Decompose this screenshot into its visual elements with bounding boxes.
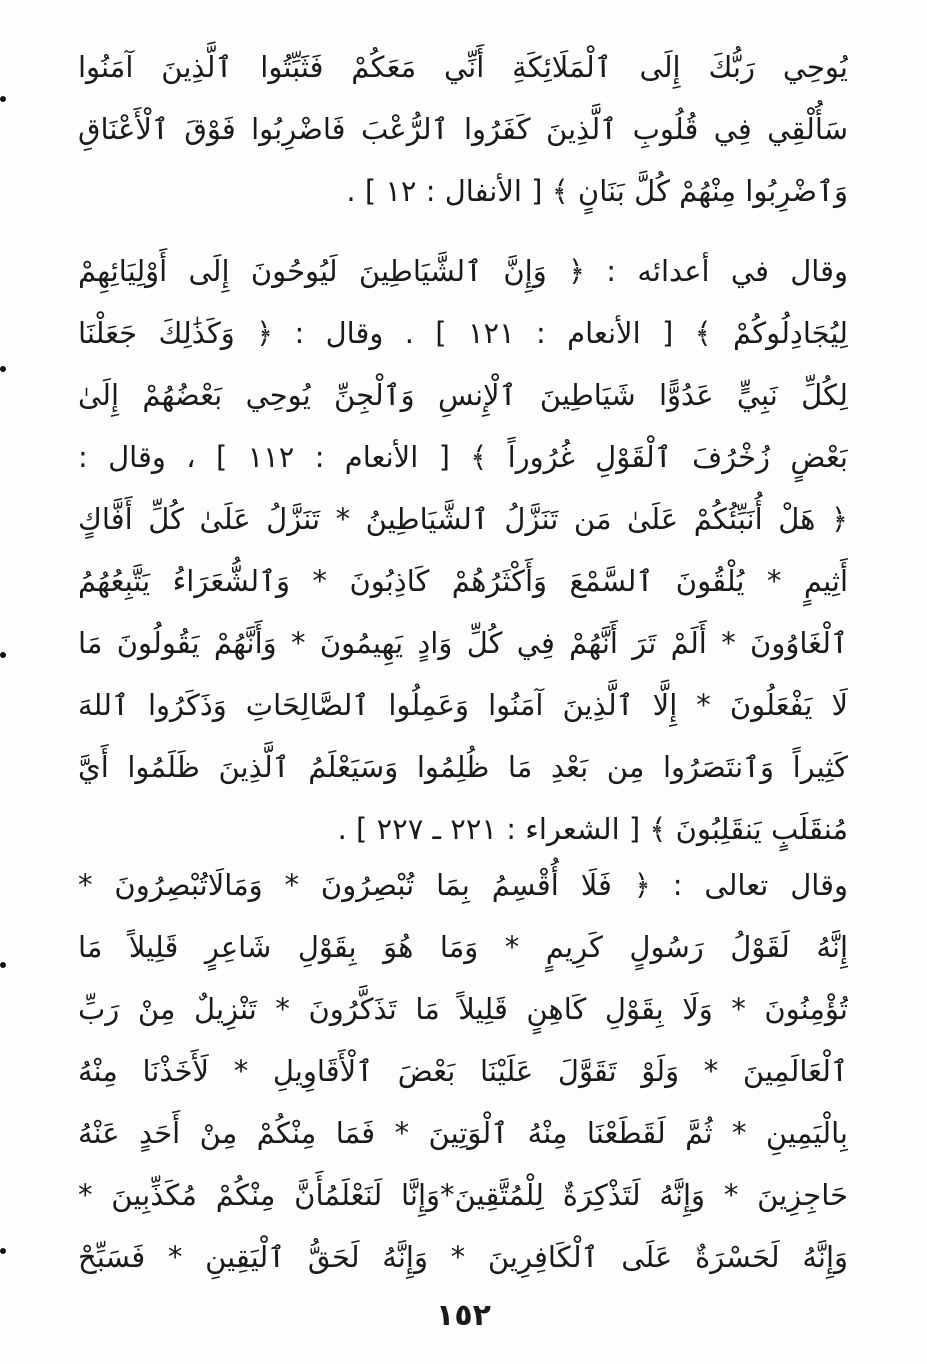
text-line: وقال تعالى : ﴿ فَلَا أُقْسِمُ بِمَا تُبْصِرُونَ * وَمَالَاتُبْصِرُونَ * (78, 868, 848, 902)
text-line: ٱلْغَاوُونَ * أَلَمْ تَرَ أَنَّهُمْ فِي كُلِّ وَادٍ يَهِيمُونَ * وَأَنَّهُمْ يَقُولُونَ مَا (78, 626, 848, 660)
text-line: وقال في أعدائه : ﴿ وَإِنَّ ٱلشَّيَاطِينَ لَيُوحُونَ إِلَى أَوْلِيَائِهِمْ (78, 254, 848, 288)
text-line: سَأُلْقِي فِي قُلُوبِ ٱلَّذِينَ كَفَرُوا ٱلرُّعْبَ فَاضْرِبُوا فَوْقَ ٱلْأَعْنَاقِ (78, 112, 848, 146)
margin-mark (0, 1248, 6, 1254)
paragraph-3 (78, 854, 848, 1288)
margin-mark (0, 962, 6, 968)
paragraph-2 (78, 240, 848, 860)
text-line: لِكُلِّ نَبِيٍّ عَدُوًّا شَيَاطِينَ ٱلْإِنسِ وَٱلْجِنِّ يُوحِي بَعْضُهُمْ إِلَىٰ (78, 378, 848, 412)
text-line: ﴿ هَلْ أُنَبِّئُكُمْ عَلَىٰ مَن تَنَزَّلُ ٱلشَّيَاطِينُ * تَنَزَّلُ عَلَىٰ كُلِّ أَفَّاكٍ (78, 502, 848, 536)
margin-mark (0, 96, 6, 102)
paragraph-1 (78, 36, 848, 222)
text-line: يُوحِي رَبُّكَ إِلَى ٱلْمَلَائِكَةِ أَنِّي مَعَكُمْ فَثَبِّتُوا ٱلَّذِينَ آمَنُوا (78, 50, 848, 84)
margin-mark (0, 652, 6, 658)
text-line: حَاجِزِينَ * وَإِنَّهُ لَتَذْكِرَةٌ لِلْمُتَّقِينَ*وَإِنَّا لَنَعْلَمُأَنَّ مِنْكُمْ مُكَذِّبِينَ * (78, 1178, 848, 1212)
text-line: كَثِيراً وَٱنتَصَرُوا مِن بَعْدِ مَا ظُلِمُوا وَسَيَعْلَمُ ٱلَّذِينَ ظَلَمُوا أَيَّ (78, 750, 848, 784)
text-line: وَإِنَّهُ لَحَسْرَةٌ عَلَى ٱلْكَافِرِينَ * وَإِنَّهُ لَحَقُّ ٱلْيَقِينِ * فَسَبِّحْ (78, 1240, 848, 1274)
text-line: بِالْيَمِينِ * ثُمَّ لَقَطَعْنَا مِنْهُ ٱلْوَتِينَ * فَمَا مِنْكُمْ مِنْ أَحَدٍ عَنْهُ (78, 1116, 848, 1150)
text-line: بَعْضٍ زُخْرُفَ ٱلْقَوْلِ غُرُوراً ﴾ [ الأنعام : ١١٢ ] ، وقال : (78, 440, 848, 474)
text-line: لَا يَفْعَلُونَ * إِلَّا ٱلَّذِينَ آمَنُوا وَعَمِلُوا ٱلصَّالِحَاتِ وَذَكَرُوا ٱللهَ (78, 688, 848, 722)
text-line: تُؤْمِنُونَ * وَلَا بِقَوْلِ كَاهِنٍ قَلِيلاً مَا تَذَكَّرُونَ * تَنْزِيلٌ مِنْ رَبِّ (78, 992, 848, 1026)
text-line: ٱلْعَالَمِينَ * وَلَوْ تَقَوَّلَ عَلَيْنَا بَعْضَ ٱلْأَقَاوِيلِ * لَأَخَذْنَا مِنْهُ (78, 1054, 848, 1088)
text-line: وَٱضْرِبُوا مِنْهُمْ كُلَّ بَنَانٍ ﴾ [ الأنفال : ١٢ ] . (346, 174, 848, 208)
page-number: ١٥٢ (436, 1298, 491, 1333)
text-line: مُنقَلَبٍ يَنقَلِبُونَ ﴾ [ الشعراء : ٢٢١ ـ ٢٢٧ ] . (337, 812, 848, 846)
text-line: أَثِيمٍ * يُلْقُونَ ٱلسَّمْعَ وَأَكْثَرُهُمْ كَاذِبُونَ * وَٱلشُّعَرَاءُ يَتَّبِعُهُمُ (78, 564, 848, 598)
text-line: لِيُجَادِلُوكُمْ ﴾ [ الأنعام : ١٢١ ] . وقال : ﴿ وَكَذَٰلِكَ جَعَلْنَا (78, 316, 848, 350)
text-line: إِنَّهُ لَقَوْلُ رَسُولٍ كَرِيمٍ * وَمَا هُوَ بِقَوْلِ شَاعِرٍ قَلِيلاً مَا (78, 930, 848, 964)
margin-mark (0, 366, 6, 372)
